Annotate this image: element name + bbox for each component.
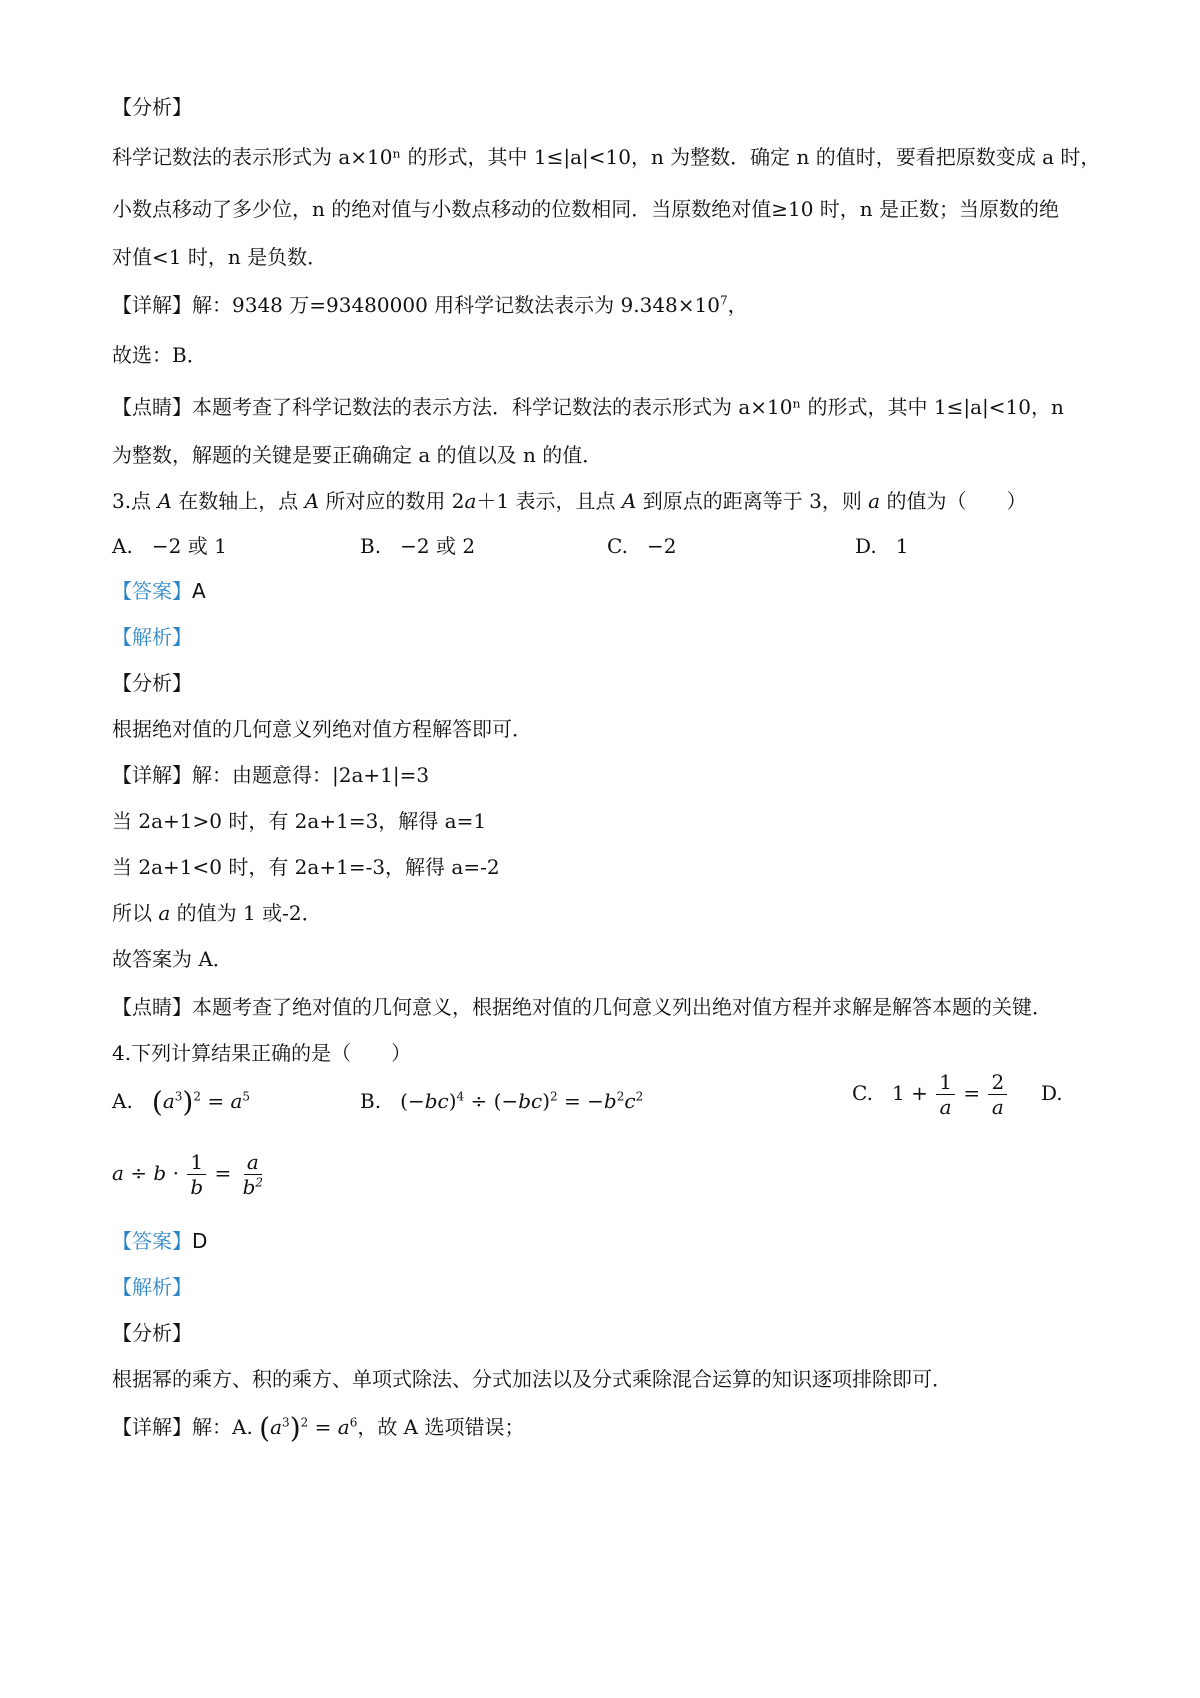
question-4-stem: 4.下列计算结果正确的是（ ） — [112, 1041, 412, 1065]
option-label: B. — [360, 534, 382, 558]
analysis-paragraph: 小数点移动了多少位，n 的绝对值与小数点移动的位数相同．当原数绝对值≥10 时，n 是正数；当原数的绝 — [112, 197, 1060, 221]
stem-text: 3.点 — [112, 489, 158, 513]
answer-line — [112, 576, 206, 606]
option-label: B. — [360, 1089, 382, 1113]
stem-text: 在数轴上，点 — [171, 489, 305, 513]
option-label: C. — [852, 1081, 873, 1105]
detail-line — [112, 290, 748, 320]
comment-line: 【点睛】本题考查了科学记数法的表示方法．科学记数法的表示形式为 a×10ⁿ 的形式，其中 1≤|a|<10，n — [112, 395, 1064, 419]
exponent: 7 — [720, 293, 728, 308]
analysis-paragraph: 对值<1 时，n 是负数． — [112, 245, 328, 269]
option-d — [855, 531, 909, 561]
option-text: 1 — [895, 534, 909, 558]
detail-text: 【详解】解：A. — [112, 1415, 260, 1439]
analysis-header: 【分析】 — [112, 95, 192, 119]
stem-text: 到原点的距离等于 3，则 — [636, 489, 869, 513]
option-c — [852, 1070, 1063, 1119]
option-b — [360, 531, 475, 561]
detail-line: 当 2a+1>0 时，有 2a+1=3，解得 a=1 — [112, 809, 487, 833]
point-label: A — [621, 489, 637, 513]
option-label: D. — [1040, 1081, 1063, 1105]
answer-value: A — [192, 579, 206, 603]
analysis-text: 根据幂的乘方、积的乘方、单项式除法、分式加法以及分式乘除混合运算的知识逐项排除即可． — [112, 1367, 952, 1391]
solution-tag: 【解析】 — [112, 1275, 192, 1299]
detail-line: 【详解】解：由题意得：|2a+1|=3 — [112, 763, 430, 787]
point-label: A — [304, 489, 320, 513]
option-label: C. — [607, 534, 628, 558]
detail-line — [112, 898, 322, 928]
variable: a — [868, 489, 881, 513]
option-b — [360, 1086, 643, 1116]
option-text: −2 或 1 — [151, 534, 227, 558]
solution-tag: 【解析】 — [112, 625, 192, 649]
option-a — [112, 531, 227, 561]
option-label: D. — [855, 534, 877, 558]
formula: a ÷ b · $\frac{1}{b}$ = $\frac{a}{b^2}$ — [112, 1150, 264, 1199]
answer-value: D — [192, 1229, 208, 1253]
option-text: −2 或 2 — [400, 534, 476, 558]
formula: $(a^3)^2 = a^6$ — [259, 1411, 358, 1445]
detail-text: ， — [727, 293, 748, 317]
detail-text: 的值为 1 或-2． — [170, 901, 322, 925]
detail-text: 【详解】解：9348 万=93480000 用科学记数法表示为 9.348×10 — [112, 293, 720, 317]
analysis-paragraph: 科学记数法的表示形式为 a×10ⁿ 的形式，其中 1≤|a|<10，n 为整数．确定 n 的值时，要看把原数变成 a 时， — [112, 145, 1101, 169]
option-text: −2 — [647, 534, 677, 558]
analysis-header: 【分析】 — [112, 671, 192, 695]
formula: 1 + $\frac{1}{a}$ = $\frac{2}{a}$ — [892, 1081, 1009, 1105]
option-label: A. — [112, 1089, 133, 1113]
analysis-text: 根据绝对值的几何意义列绝对值方程解答即可． — [112, 717, 532, 741]
formula: $(a^3)^2 = a^5$ — [151, 1085, 251, 1119]
option-c — [607, 531, 677, 561]
detail-text: 所以 — [112, 901, 159, 925]
option-label: A. — [112, 534, 133, 558]
choose-line: 故选：B． — [112, 343, 207, 367]
stem-text: 所对应的数用 2 — [319, 489, 465, 513]
point-label: A — [157, 489, 172, 513]
detail-line: 故答案为 A． — [112, 947, 233, 971]
answer-line — [112, 1226, 207, 1256]
detail-line — [112, 1412, 525, 1444]
variable: a — [158, 901, 171, 925]
answer-tag: 【答案】 — [112, 579, 192, 603]
stem-text: ＋1 表示，且点 — [476, 489, 622, 513]
comment-line: 【点睛】本题考查了绝对值的几何意义，根据绝对值的几何意义列出绝对值方程并求解是解答本题的关键． — [112, 995, 1052, 1019]
analysis-header: 【分析】 — [112, 1321, 192, 1345]
detail-line: 当 2a+1<0 时，有 2a+1=-3，解得 a=-2 — [112, 855, 500, 879]
option-a — [112, 1086, 250, 1118]
formula: $(-bc)^4 \div (-bc)^2 = -b^2c^2$ — [400, 1089, 644, 1113]
detail-text: ，故 A 选项错误； — [357, 1415, 525, 1439]
option-d — [112, 1150, 268, 1199]
stem-text: 的值为（ ） — [880, 489, 1027, 513]
comment-line: 为整数，解题的关键是要正确确定 a 的值以及 n 的值． — [112, 443, 603, 467]
variable: a — [464, 489, 477, 513]
answer-tag: 【答案】 — [112, 1229, 192, 1253]
question-3-stem — [112, 486, 1026, 516]
